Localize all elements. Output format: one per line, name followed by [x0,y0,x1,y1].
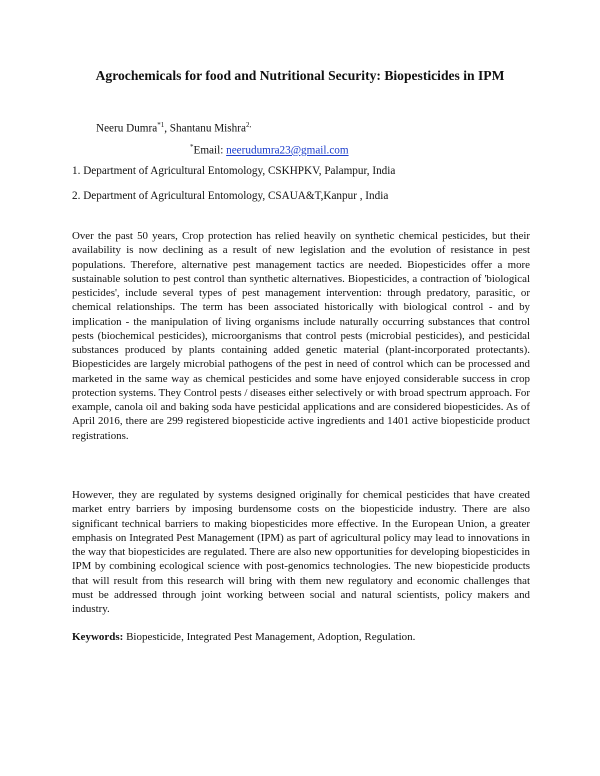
affiliation-2: 2. Department of Agricultural Entomology, CSAUA&T,Kanpur , India [72,190,389,202]
email-label: Email: [193,144,227,157]
email-line [190,143,349,157]
keywords-text: Biopesticide, Integrated Pest Management, Adoption, Regulation. [123,631,416,643]
author-line [96,121,251,135]
author-2-name: Shantanu Mishra [169,122,246,135]
email-link[interactable]: neerudumra23@gmail.com [226,144,349,157]
paper-title: Agrochemicals for food and Nutritional Security: Biopesticides in IPM [95,68,505,83]
abstract-paragraph-1: Over the past 50 years, Crop protection has relied heavily on synthetic chemical pesticides, but their availability is now declining as a result of new legislation and the evolution of resistance in pest populations. Therefore, alternative pest management tactics are needed. Biopesticides offer a more sustainable solution to pest control than synthetic alternatives. Biopesticides, a contraction of 'biological pesticides', include several types of pest management intervention: through predatory, parasitic, or chemical relationships. The term has been associated historically with biological control - and by implication - the manipulation of living organisms include naturally occurring substances that control pests (biochemical pesticides), microorganisms that control pests (microbial pesticides), and pesticidal substances produced by plants containing added genetic material (plant-incorporated protectants). Biopesticides are largely microbial pathogens of the pest in need of control which can be processed and marketed in the same way as chemical pesticides and some have enjoyed considerable success in crop protection systems. They Control pests / diseases either selectively or with broad spectrum approach. For example, canola oil and baking soda have pesticidal applications and are considered biopesticides. As of April 2016, there are 299 registered biopesticide active ingredients and 1401 active biopesticide product registrations. [72,230,530,442]
email-mark: * [190,143,194,151]
author-2-mark: 2, [245,121,252,129]
author-1-mark: *1 [157,121,165,129]
keywords-label: Keywords: [72,631,124,643]
affiliation-1: 1. Department of Agricultural Entomology, CSKHPKV, Palampur, India [72,165,396,177]
author-separator: , [164,122,170,135]
abstract-paragraph-2: However, they are regulated by systems designed originally for chemical pesticides that have created market entry barriers by imposing burdensome costs on the biopesticide industry. There are also significant technical barriers to making biopesticides more effective. In the European Union, a greater emphasis on Integrated Pest Management (IPM) as part of agricultural policy may lead to innovations in the way that biopesticides are regulated. There are also new opportunities for developing biopesticides in IPM by combining ecological science with post-genomics technologies. The new biopesticide products that will result from this research will bring with them new regulatory and economic challenges that must be addressed through joint working between social and natural scientists, policy makers and industry. [72,489,530,615]
author-1-name: Neeru Dumra [96,122,158,135]
keywords-line [72,631,415,643]
